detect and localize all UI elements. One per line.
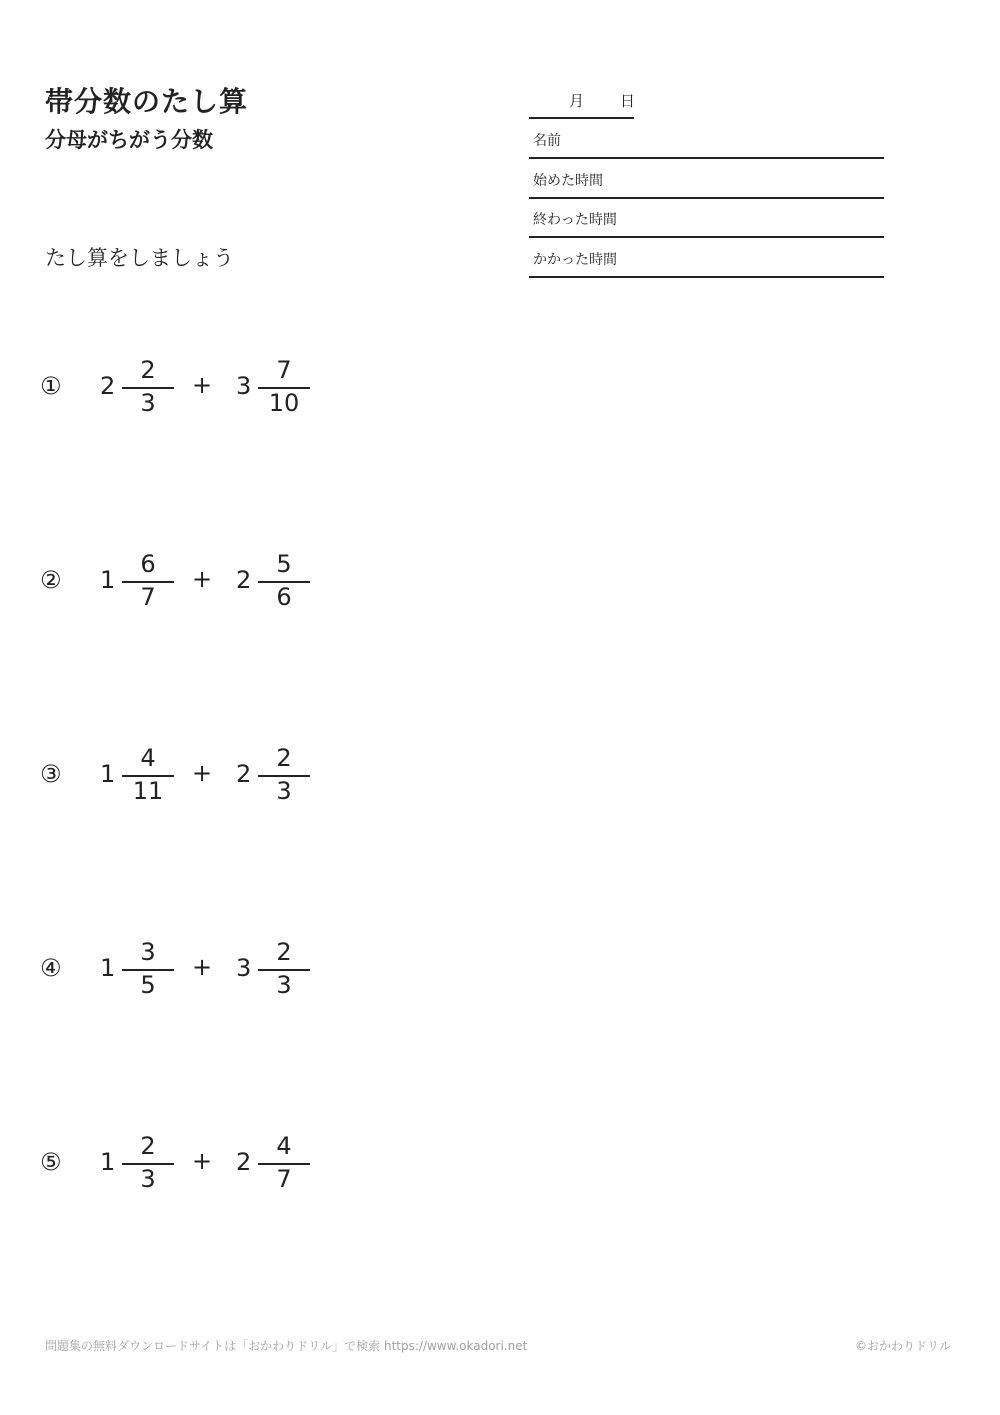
- numerator: 5: [276, 550, 292, 578]
- name-label: 名前: [533, 133, 561, 149]
- whole-part-b: 2: [236, 1148, 252, 1176]
- problem-3: [40, 744, 340, 814]
- problem-1: [40, 356, 340, 426]
- day-label: 日: [620, 92, 636, 110]
- whole-part-a: 1: [100, 954, 116, 982]
- fraction-a: [122, 356, 174, 420]
- fraction-b: [258, 1132, 310, 1196]
- denominator: 3: [276, 971, 292, 999]
- date-field: [529, 88, 634, 119]
- problem-2: [40, 550, 340, 620]
- elapsed-time-row: [529, 238, 884, 278]
- fraction-a: [122, 1132, 174, 1196]
- numerator: 7: [276, 356, 292, 384]
- denominator: 3: [140, 1165, 156, 1193]
- plus-sign: +: [192, 759, 213, 787]
- numerator: 2: [276, 744, 292, 772]
- plus-sign: +: [192, 953, 213, 981]
- denominator: 3: [276, 777, 292, 805]
- worksheet-title: 帯分数のたし算: [45, 85, 249, 118]
- fraction-a: [122, 938, 174, 1002]
- numerator: 2: [140, 1132, 156, 1160]
- fraction-b: [258, 356, 310, 420]
- footer-copyright: ©おかわりドリル: [855, 1339, 952, 1353]
- fraction-a: [122, 550, 174, 614]
- problem-number: ③: [40, 760, 62, 788]
- instruction-text: たし算をしましょう: [45, 246, 234, 270]
- fraction-b: [258, 550, 310, 614]
- plus-sign: +: [192, 1147, 213, 1175]
- end-time-label: 終わった時間: [533, 212, 617, 228]
- problem-number: ④: [40, 954, 62, 982]
- fraction-b: [258, 744, 310, 808]
- month-label: 月: [569, 92, 585, 110]
- whole-part-a: 2: [100, 372, 116, 400]
- numerator: 6: [140, 550, 156, 578]
- problem-number: ⑤: [40, 1148, 62, 1176]
- whole-part-a: 1: [100, 1148, 116, 1176]
- numerator: 2: [276, 938, 292, 966]
- fraction-a: [122, 744, 174, 808]
- denominator: 3: [140, 389, 156, 417]
- problem-4: [40, 938, 340, 1008]
- whole-part-b: 3: [236, 372, 252, 400]
- fraction-b: [258, 938, 310, 1002]
- denominator: 6: [276, 583, 292, 611]
- elapsed-time-label: かかった時間: [533, 252, 617, 268]
- plus-sign: +: [192, 371, 213, 399]
- whole-part-b: 2: [236, 760, 252, 788]
- denominator: 7: [276, 1165, 292, 1193]
- problem-5: [40, 1132, 340, 1202]
- numerator: 2: [140, 356, 156, 384]
- whole-part-a: 1: [100, 566, 116, 594]
- start-time-label: 始めた時間: [533, 173, 603, 189]
- whole-part-a: 1: [100, 760, 116, 788]
- start-time-row: [529, 159, 884, 199]
- numerator: 4: [276, 1132, 292, 1160]
- denominator: 7: [140, 583, 156, 611]
- end-time-row: [529, 198, 884, 238]
- numerator: 4: [140, 744, 156, 772]
- whole-part-b: 2: [236, 566, 252, 594]
- problem-number: ①: [40, 372, 62, 400]
- whole-part-b: 3: [236, 954, 252, 982]
- footer-site-text: 問題集の無料ダウンロードサイトは「おかわりドリル」で検索 https://www.okadori.net: [45, 1339, 528, 1353]
- problem-number: ②: [40, 566, 62, 594]
- name-row: [529, 119, 884, 159]
- plus-sign: +: [192, 565, 213, 593]
- worksheet-subtitle: 分母がちがう分数: [45, 128, 213, 152]
- denominator: 10: [268, 389, 300, 417]
- numerator: 3: [140, 938, 156, 966]
- denominator: 5: [140, 971, 156, 999]
- denominator: 11: [132, 777, 164, 805]
